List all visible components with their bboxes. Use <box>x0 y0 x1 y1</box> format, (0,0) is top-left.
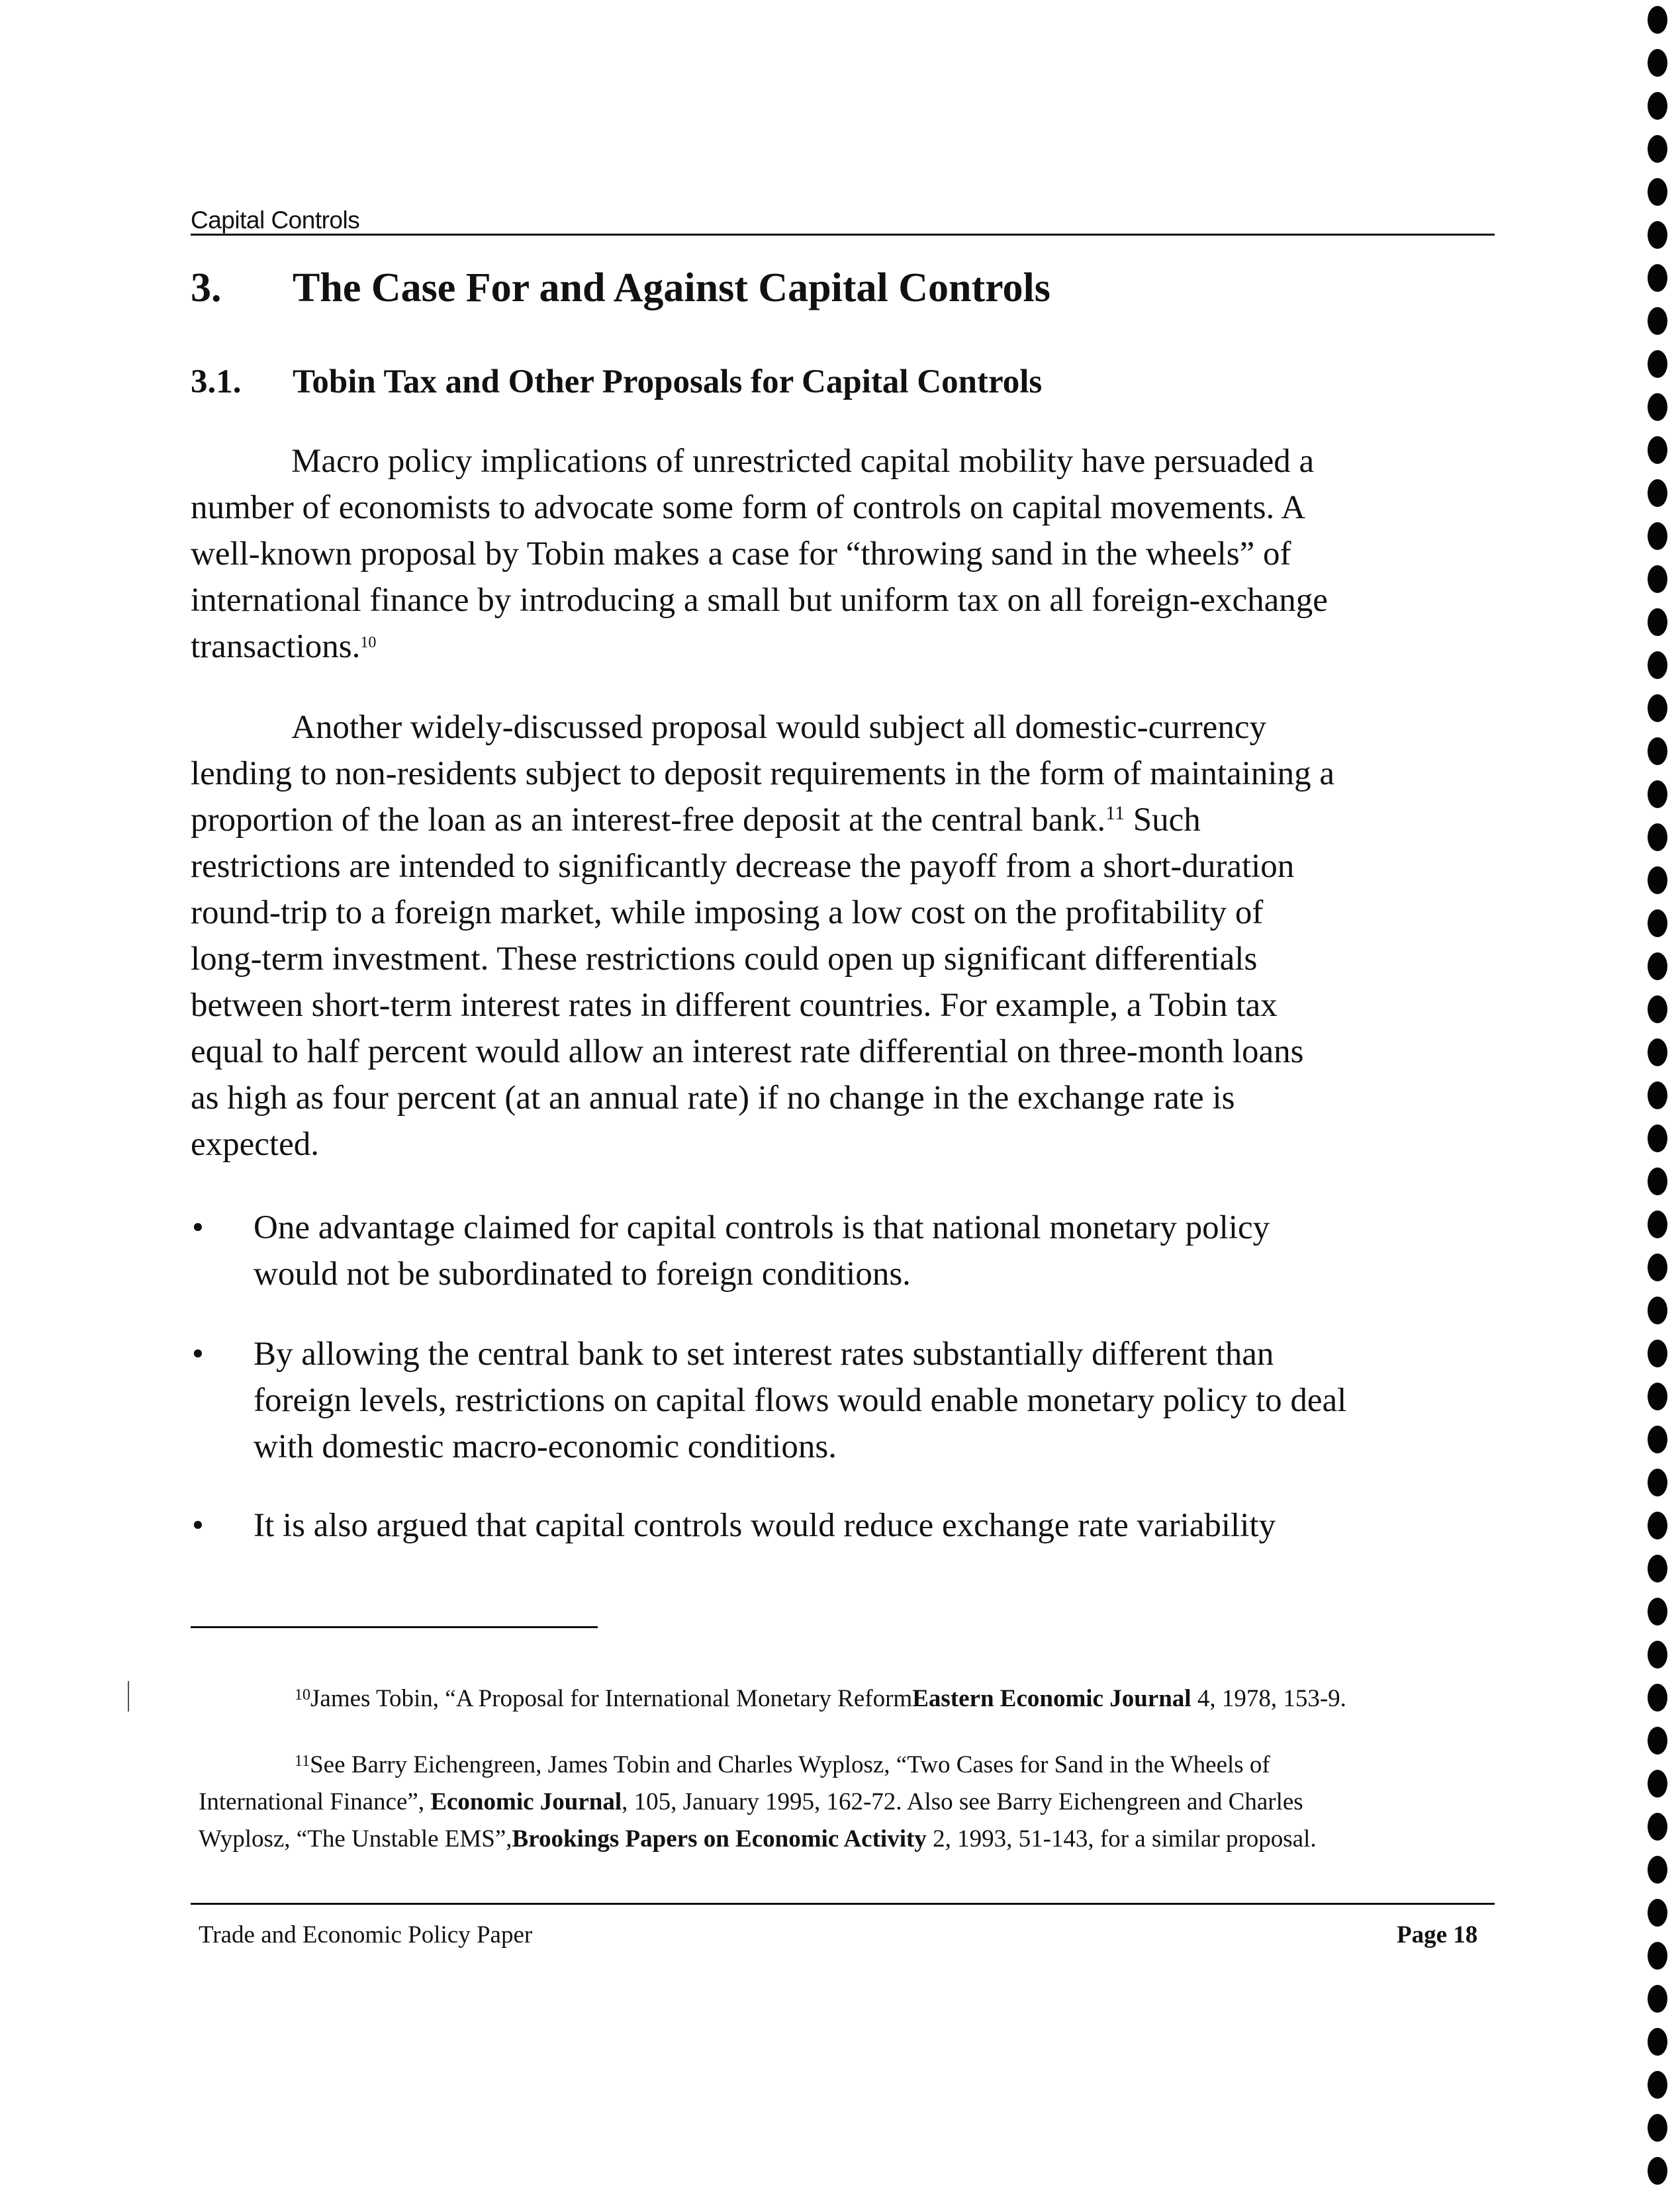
punch-hole <box>1648 1985 1667 2013</box>
punch-hole <box>1648 6 1667 34</box>
punch-hole <box>1648 1038 1667 1066</box>
paragraph-line: lending to non-residents subject to deposit requirements in the form of maintaining a <box>191 755 1334 792</box>
bullet-line: By allowing the central bank to set interest rates substantially different than <box>254 1336 1274 1373</box>
footnote-text: Wyplosz, “The Unstable EMS”, <box>199 1825 512 1853</box>
header-rule <box>191 234 1495 236</box>
punch-holes-strip <box>1644 0 1671 2198</box>
punch-hole <box>1648 737 1667 765</box>
punch-hole <box>1648 92 1667 120</box>
punch-hole <box>1648 393 1667 421</box>
footnote-separator <box>191 1626 598 1628</box>
bullet-dot-icon: • <box>192 1507 204 1544</box>
punch-hole <box>1648 135 1667 163</box>
paragraph-line: Another widely-discussed proposal would subject all domestic-currency <box>291 709 1266 746</box>
punch-hole <box>1648 694 1667 722</box>
punch-hole <box>1648 608 1667 636</box>
punch-hole <box>1648 1254 1667 1281</box>
punch-hole <box>1648 1340 1667 1367</box>
section-number: 3. <box>191 265 222 310</box>
punch-hole <box>1648 565 1667 593</box>
bullet-dot-icon: • <box>192 1336 204 1373</box>
punch-hole <box>1648 1469 1667 1496</box>
section-title: The Case For and Against Capital Controls <box>293 265 1050 310</box>
paragraph-line: long-term investment. These restrictions could open up significant differentials <box>191 940 1258 978</box>
page-number: Page 18 <box>1397 1921 1478 1948</box>
punch-hole <box>1648 307 1667 335</box>
punch-hole <box>1648 1770 1667 1798</box>
footnote-11-line-2 <box>199 1784 1303 1820</box>
bullet-line: foreign levels, restrictions on capital flows would enable monetary policy to deal <box>254 1382 1347 1419</box>
paragraph-line: well-known proposal by Tobin makes a case for “throwing sand in the wheels” of <box>191 535 1291 572</box>
scan-mark <box>128 1681 129 1712</box>
footnote-text: 4, 1978, 153-9. <box>1191 1685 1346 1712</box>
punch-hole <box>1648 49 1667 77</box>
punch-hole <box>1648 1727 1667 1755</box>
paragraph-line: round-trip to a foreign market, while imposing a low cost on the profitability of <box>191 894 1264 931</box>
footnote-text: International Finance”, <box>199 1788 431 1815</box>
footnote-text: See Barry Eichengreen, James Tobin and Charles Wyplosz, “Two Cases for Sand in the Wheels of <box>310 1751 1270 1778</box>
paragraph-line: Macro policy implications of unrestricted capital mobility have persuaded a <box>291 443 1315 480</box>
punch-hole <box>1648 221 1667 249</box>
punch-hole <box>1648 1899 1667 1927</box>
punch-hole <box>1648 1555 1667 1582</box>
footnote-10 <box>295 1681 1346 1717</box>
paragraph-line <box>191 797 1501 843</box>
punch-hole <box>1648 2071 1667 2099</box>
punch-hole <box>1648 866 1667 894</box>
punch-hole <box>1648 1856 1667 1884</box>
paragraph-line-text: proportion of the loan as an interest-free deposit at the central bank. <box>191 801 1106 839</box>
punch-hole <box>1648 1942 1667 1970</box>
punch-hole <box>1648 780 1667 808</box>
footnote-text: James Tobin, “A Proposal for International Monetary Reform <box>310 1685 913 1712</box>
paragraph-line: number of economists to advocate some form of controls on capital movements. A <box>191 489 1306 526</box>
running-header: Capital Controls <box>191 206 360 234</box>
footer-rule <box>191 1903 1495 1905</box>
punch-hole <box>1648 1598 1667 1626</box>
punch-hole <box>1648 1081 1667 1109</box>
punch-hole <box>1648 178 1667 206</box>
paragraph-line: expected. <box>191 1126 319 1163</box>
punch-hole <box>1648 1168 1667 1195</box>
footnote-journal: Brookings Papers on Economic Activity <box>512 1825 927 1853</box>
punch-hole <box>1648 1426 1667 1453</box>
punch-hole <box>1648 350 1667 378</box>
punch-hole <box>1648 651 1667 679</box>
punch-hole <box>1648 522 1667 550</box>
punch-hole <box>1648 823 1667 851</box>
paragraph-line: between short-term interest rates in different countries. For example, a Tobin tax <box>191 987 1278 1024</box>
bullet-dot-icon: • <box>192 1209 204 1246</box>
bullet-line: It is also argued that capital controls would reduce exchange rate variability <box>254 1507 1276 1544</box>
paragraph-line-last <box>191 623 1501 670</box>
punch-hole <box>1648 1684 1667 1712</box>
paragraph-line: international finance by introducing a small but uniform tax on all foreign-exchange <box>191 582 1328 619</box>
punch-hole <box>1648 479 1667 507</box>
footnote-ref-11[interactable]: 11 <box>1105 802 1125 824</box>
punch-hole <box>1648 952 1667 980</box>
bullet-line: would not be subordinated to foreign conditions. <box>254 1256 911 1293</box>
punch-hole <box>1648 1124 1667 1152</box>
footnote-number: 11 <box>295 1753 310 1770</box>
paragraph-tobin-tax <box>191 438 1501 670</box>
bullet-line: One advantage claimed for capital controls is that national monetary policy <box>254 1209 1270 1246</box>
punch-hole <box>1648 2028 1667 2056</box>
paragraph-line: restrictions are intended to significantly decrease the payoff from a short-duration <box>191 848 1295 885</box>
punch-hole <box>1648 1813 1667 1841</box>
punch-hole <box>1648 2114 1667 2142</box>
footnote-journal: Eastern Economic Journal <box>912 1685 1191 1712</box>
punch-hole <box>1648 2157 1667 2185</box>
punch-hole <box>1648 909 1667 937</box>
subsection-number: 3.1. <box>191 363 242 400</box>
punch-hole <box>1648 1641 1667 1669</box>
paragraph-line: equal to half percent would allow an interest rate differential on three-month loans <box>191 1033 1304 1070</box>
punch-hole <box>1648 995 1667 1023</box>
footnote-number: 10 <box>295 1686 310 1704</box>
punch-hole <box>1648 436 1667 464</box>
footnote-journal: Economic Journal <box>430 1788 622 1815</box>
footnote-11-line-1 <box>295 1747 1270 1783</box>
footnote-text: , 105, January 1995, 162-72. Also see Barry Eichengreen and Charles <box>622 1788 1303 1815</box>
paragraph-deposit-requirements <box>191 704 1501 1168</box>
footnote-text: 2, 1993, 51-143, for a similar proposal. <box>926 1825 1317 1853</box>
paragraph-line: as high as four percent (at an annual rate) if no change in the exchange rate is <box>191 1079 1235 1117</box>
footnote-ref-10[interactable]: 10 <box>360 634 377 651</box>
punch-hole <box>1648 1297 1667 1324</box>
paragraph-line-text: transactions. <box>191 628 361 665</box>
footer-title: Trade and Economic Policy Paper <box>199 1921 533 1948</box>
punch-hole <box>1648 1512 1667 1539</box>
bullet-line: with domestic macro-economic conditions. <box>254 1428 837 1465</box>
paragraph-line-tail: Such <box>1133 801 1201 839</box>
subsection-title: Tobin Tax and Other Proposals for Capital Controls <box>293 363 1043 400</box>
punch-hole <box>1648 1211 1667 1238</box>
footnote-11-line-3 <box>199 1821 1317 1857</box>
punch-hole <box>1648 264 1667 292</box>
punch-hole <box>1648 1383 1667 1410</box>
